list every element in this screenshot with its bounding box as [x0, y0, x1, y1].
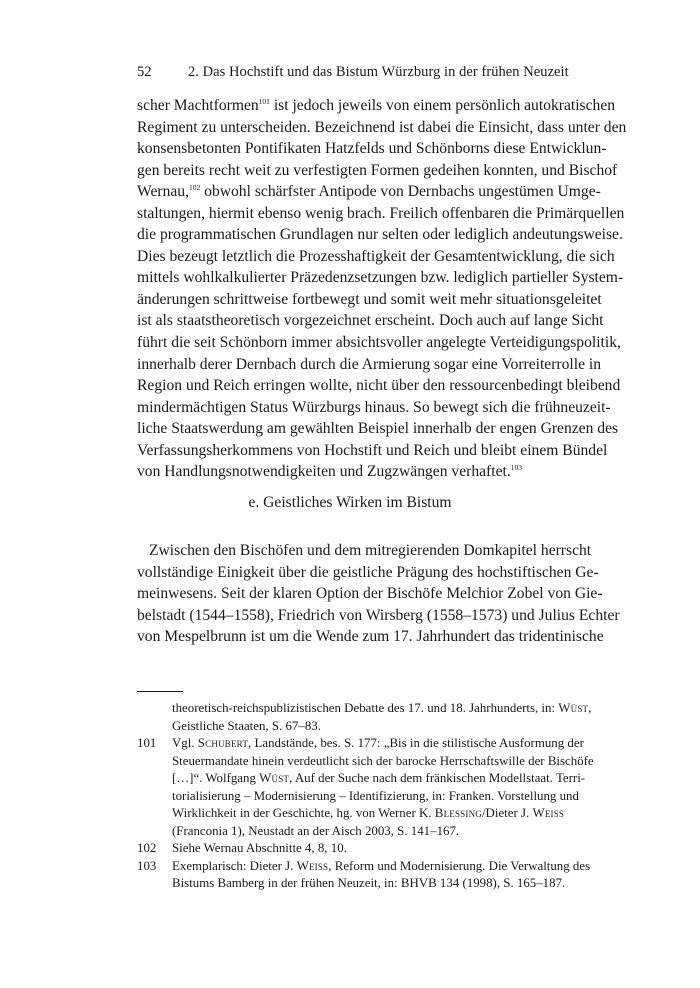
- body-paragraph-2: [137, 540, 620, 648]
- text-line: belstadt (1544–1558), Friedrich von Wirsberg (1558–1573) und Julius Echter: [137, 606, 620, 624]
- text-line: führt die seit Schönborn immer absichtsvoller angelegte Verteidigungspolitik,: [137, 334, 621, 352]
- text-run: , Reform und Modernisierung. Die Verwaltung des: [328, 858, 591, 873]
- footnote-line: Geistliche Staaten, S. 67–83.: [172, 718, 321, 733]
- footnote-ref-102: 102: [189, 183, 201, 192]
- footnote-continued: [137, 700, 592, 735]
- text-run: von Handlungsnotwendigkeiten und Zugzwängen verhaftet.: [137, 463, 511, 481]
- text-line: die programmatischen Grundlagen nur selten oder lediglich andeutungsweise.: [137, 226, 623, 244]
- body-paragraph-1: [137, 95, 627, 483]
- section-heading: e. Geistliches Wirken im Bistum: [248, 494, 452, 511]
- text-run: ist jedoch jeweils von einem persönlich autokratischen: [273, 97, 616, 114]
- text-line: gen bereits recht weit zu verfestigten Formen gedeihen konnten, und Bischof: [137, 161, 618, 179]
- text-line: [137, 461, 563, 483]
- text-line: [137, 181, 601, 203]
- text-line: meinwesens. Seit der klaren Option der Bischöfe Melchior Zobel von Gie-: [137, 585, 603, 603]
- author-name: Wüst: [259, 771, 290, 785]
- text-run: Exemplarisch: Dieter J.: [172, 858, 294, 873]
- text-run: obwohl schärfster Antipode von Dernbachs ungestümen Umge-: [204, 183, 601, 201]
- text-line: mindermächtigen Status Würzburgs hinaus. So bewegt sich die frühneuzeit-: [137, 398, 611, 416]
- footnote-number: 102: [137, 841, 157, 855]
- footnote-line: [172, 735, 584, 753]
- text-run: theoretisch-reichspublizistischen Debatte des 17. und 18. Jahrhunderts, in:: [172, 701, 556, 715]
- footnote-line: [172, 770, 586, 788]
- text-line: änderungen schrittweise fortbewegt und somit weit mehr situationsgeleitet: [137, 290, 602, 308]
- text-line: ist als staatstheoretisch vorgezeichnet erscheint. Doch auch auf lange Sicht: [137, 312, 604, 330]
- footnote-number: 103: [137, 858, 157, 873]
- footnote-line: Steuermandate hinein verdeutlicht sich der barocke Herrschaftswille der Bischöfe: [172, 753, 594, 768]
- footnotes: [137, 700, 594, 893]
- text-line: liche Staatswerdung am gewählten Beispiel innerhalb der engen Grenzen des: [137, 420, 619, 438]
- footnote-divider: [137, 691, 183, 692]
- text-line: staltungen, hiermit ebenso wenig brach. Freilich offenbaren die Primärquellen: [137, 204, 625, 222]
- text-run: ,: [588, 701, 592, 715]
- footnote-102: [137, 840, 563, 858]
- text-run: Wirklichkeit in der Geschichte, hg. von Werner K.: [172, 806, 432, 820]
- footnote-103: [137, 858, 591, 893]
- text-line: Region und Reich erringen wollte, nicht über den ressourcenbedingt bleibend: [137, 377, 621, 395]
- text-run: /Dieter J.: [481, 806, 530, 820]
- text-line: vollständige Einigkeit über die geistliche Prägung des hochstiftischen Ge-: [137, 563, 599, 581]
- page-number: 52: [137, 64, 152, 80]
- footnote-line: [172, 700, 592, 718]
- author-name: Blessing: [434, 806, 482, 820]
- text-run: , Landstände, bes. S. 177: „Bis in die stilistische Ausformung der: [248, 736, 584, 750]
- footnote-line: Siehe Wernau Abschnitte 4, 8, 10.: [172, 841, 347, 855]
- footnote-number: 101: [137, 736, 157, 750]
- text-line: Dies bezeugt letztlich die Prozesshaftigkeit der Gesamtentwicklung, die sich: [137, 247, 615, 265]
- footnote-ref-103: 103: [510, 463, 522, 473]
- footnote-101: [137, 735, 594, 840]
- text-line: [137, 95, 616, 117]
- author-name: Wüst: [558, 701, 589, 715]
- author-name: Weiss: [296, 858, 329, 873]
- text-line: Regiment zu unterscheiden. Bezeichnend ist dabei die Einsicht, dass unter den: [137, 118, 627, 136]
- author-name: Weiss: [532, 806, 565, 820]
- text-run: Vgl.: [172, 736, 195, 750]
- text-line: Zwischen den Bischöfen und dem mitregierenden Domkapitel herrscht: [149, 542, 592, 559]
- footnote-line: torialisierung – Modernisierung – Identifizierung, in: Franken. Vorstellung und: [172, 788, 579, 803]
- text-run: scher Machtformen: [137, 97, 259, 114]
- running-head: 2. Das Hochstift und das Bistum Würzburg in der frühen Neuzeit: [188, 64, 569, 80]
- footnote-line: (Franconia 1), Neustadt an der Aisch 2003, S. 141–167.: [172, 823, 460, 838]
- author-name: Schubert: [197, 736, 249, 750]
- text-line: innerhalb derer Dernbach durch die Armierung sogar eine Vorreiterrolle in: [137, 355, 602, 373]
- text-run: […]“. Wolfgang: [172, 771, 256, 785]
- footnote-line: [172, 858, 591, 876]
- text-line: Verfassungsherkommens von Hochstift und Reich und bleibt einem Bündel: [137, 441, 608, 459]
- text-line: von Mespelbrunn ist um die Wende zum 17. Jahrhundert das tridentinische: [137, 628, 604, 646]
- text-run: , Auf der Suche nach dem fränkischen Modellstaat. Terri-: [289, 771, 586, 785]
- footnote-line: [172, 805, 563, 823]
- text-line: mittels wohlkalkulierter Präzedenzsetzungen bzw. lediglich partieller System-: [137, 269, 624, 287]
- footnote-line: Bistums Bamberg in der frühen Neuzeit, in: BHVB 134 (1998), S. 165–187.: [172, 876, 566, 890]
- footnote-ref-101: 101: [258, 96, 270, 106]
- text-run: Wernau,: [137, 183, 189, 201]
- text-line: konsensbetonten Pontifikaten Hatzfelds und Schönborns diese Entwicklun-: [137, 140, 607, 158]
